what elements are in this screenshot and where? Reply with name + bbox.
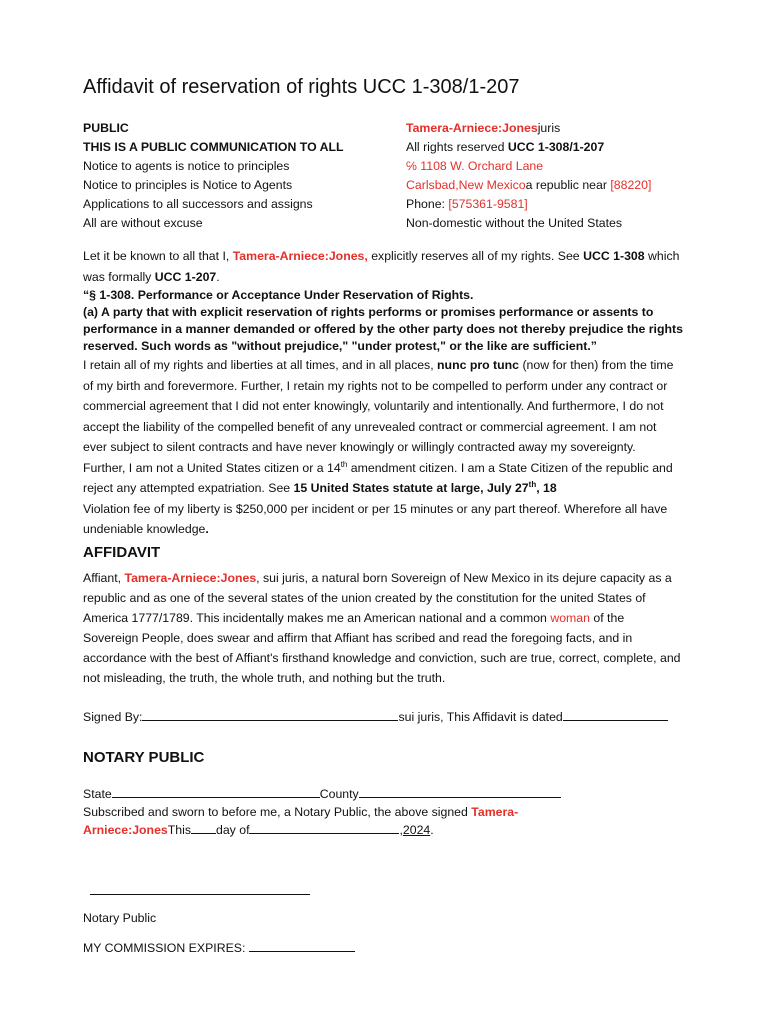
affidavit-paragraph — [83, 568, 681, 688]
city-line — [406, 176, 651, 195]
text-run: , — [399, 823, 403, 837]
text-run: amendment citizen. I am a State Citizen of the republic and reject any attempted expatriation. See — [83, 460, 673, 495]
county-line[interactable] — [359, 785, 561, 798]
header-name: Tamera-Arniece:Jones — [406, 121, 538, 135]
text-run: Further, I am not a United States citizen or a 14 — [83, 460, 341, 475]
notice-line-successors: Applications to all successors and assigns — [83, 197, 313, 211]
text-run: explicitly reserves all of my rights. See — [367, 249, 584, 263]
header-name-suffix: juris — [537, 121, 561, 135]
address-line: ℅ 1108 W. Orchard Lane — [406, 159, 544, 173]
citizenship-paragraph — [83, 458, 683, 499]
text-run: (now for then) from the time of my birth and forevermore. Further, I retain my rights not to be compelled to perform under any contract or commercial agreement that I did not enter knowingly, voluntarily and intentionally. And furthermore, I do not accept the liability of the compelled benefit of any unrevealed contract or commercial agreement. I am not ever subject to silent contracts and have never knowingly or willingly contracted away my sovereignty. — [83, 358, 674, 454]
superscript: th — [340, 459, 348, 469]
statute-text: (a) A party that with explicit reservation of rights performs or promises performance or assents to performance in a manner demanded or offered by the other party does not thereby prejudice the rights reserved. Such words as "without prejudice," "under protest," or the like are sufficient.” — [83, 305, 683, 353]
notice-line-public: PUBLIC — [83, 121, 129, 135]
rights-code: UCC 1-308/1-207 — [507, 140, 605, 154]
rights-prefix: All rights reserved — [406, 140, 508, 154]
signed-by-label: Signed By: — [83, 710, 143, 724]
document-title: Affidavit of reservation of rights UCC 1-308/1-207 — [83, 76, 520, 98]
date-line[interactable] — [563, 708, 668, 721]
notice-line-agents: Notice to agents is notice to principles — [83, 159, 290, 173]
signature-row — [83, 708, 668, 726]
header-name-line — [406, 119, 651, 138]
ucc-code-former: UCC 1-207 — [154, 269, 217, 284]
text-run: which was formally — [83, 249, 680, 284]
text-run: . — [205, 522, 209, 536]
reservation-paragraph — [83, 246, 683, 287]
reservation-body — [83, 246, 683, 540]
month-line[interactable] — [249, 821, 399, 834]
text-run: day of — [215, 823, 250, 837]
phone-number: [575361-9581] — [448, 197, 528, 211]
dated-label: sui juris, This Affidavit is dated — [398, 710, 563, 724]
notice-line-excuse: All are without excuse — [83, 216, 203, 230]
ucc-code: UCC 1-308 — [583, 249, 645, 263]
superscript: th — [528, 479, 537, 489]
text-run: Affiant, — [83, 571, 125, 585]
text-run: Violation fee of my liberty is $250,000 per incident or per 15 minutes or any part thereof. Wherefore all have undeniable knowledge — [83, 501, 668, 536]
latin-term: nunc pro tunc — [437, 358, 520, 372]
notary-signature-line[interactable] — [90, 894, 310, 895]
notice-line-communication: THIS IS A PUBLIC COMMUNICATION TO ALL — [83, 140, 344, 154]
statute-title: “§ 1-308. Performance or Acceptance Under Reservation of Rights. — [83, 288, 474, 302]
address-block — [406, 119, 651, 233]
notary-label: Notary Public — [83, 911, 157, 925]
affiant-name: Tamera-Arniece:Jones — [124, 571, 257, 585]
affidavit-heading: AFFIDAVIT — [83, 544, 161, 561]
phone-line — [406, 195, 651, 214]
statute-ref-end: , 18 — [536, 481, 557, 495]
commission-row — [83, 939, 355, 957]
sworn-statement — [83, 803, 553, 839]
declarant-name: Tamera-Arniece:Jones, — [232, 249, 368, 263]
city-suffix: a republic near — [525, 178, 611, 192]
fee-paragraph — [83, 499, 683, 540]
notice-block — [83, 119, 344, 233]
state-county-row — [83, 785, 561, 803]
rights-line — [406, 138, 651, 157]
woman-term: woman — [550, 611, 590, 625]
status-line: Non-domestic without the United States — [406, 216, 622, 230]
text-run: . — [216, 269, 220, 284]
text-run: I retain all of my rights and liberties at all times, and in all places, — [83, 358, 438, 372]
zip-code: [88220] — [610, 178, 652, 192]
commission-label: MY COMMISSION EXPIRES: — [83, 941, 249, 955]
text-run: This — [167, 823, 191, 837]
signature-line[interactable] — [142, 708, 398, 721]
text-run: of the Sovereign People, does swear and affirm that Affiant has scribed and read the foregoing facts, and in accordance with the best of Affiant's firsthand knowledge and conviction, such are true, correct, complete, and not misleading, the truth, the whole truth, and nothing but the truth. — [83, 611, 681, 685]
commission-line[interactable] — [249, 939, 355, 952]
sworn-name: Tamera-Arniece:Jones — [83, 805, 519, 837]
state-label: State — [83, 787, 112, 801]
day-line[interactable] — [191, 821, 216, 834]
phone-label: Phone: — [406, 197, 449, 211]
affidavit-body — [83, 568, 681, 688]
statute-ref: 15 United States statute at large, July 27 — [293, 481, 529, 495]
county-label: County — [319, 787, 359, 801]
text-run: Let it be known to all that I, — [83, 249, 233, 263]
state-line[interactable] — [112, 785, 320, 798]
city: Carlsbad,New Mexico — [406, 178, 526, 192]
text-run: , sui juris, a natural born Sovereign of New Mexico in its dejure capacity as a republic and as one of the several states of the union created by the constitution for the united States of America 1777/1789. This incidentally makes me an American national and a common — [83, 571, 672, 625]
text-run: . — [430, 823, 434, 837]
notary-heading: NOTARY PUBLIC — [83, 749, 205, 766]
rights-paragraph — [83, 355, 683, 458]
text-run: Subscribed and sworn to before me, a Notary Public, the above signed — [83, 805, 472, 819]
year-value: 2024 — [402, 823, 431, 837]
notice-line-principles: Notice to principles is Notice to Agents — [83, 178, 293, 192]
